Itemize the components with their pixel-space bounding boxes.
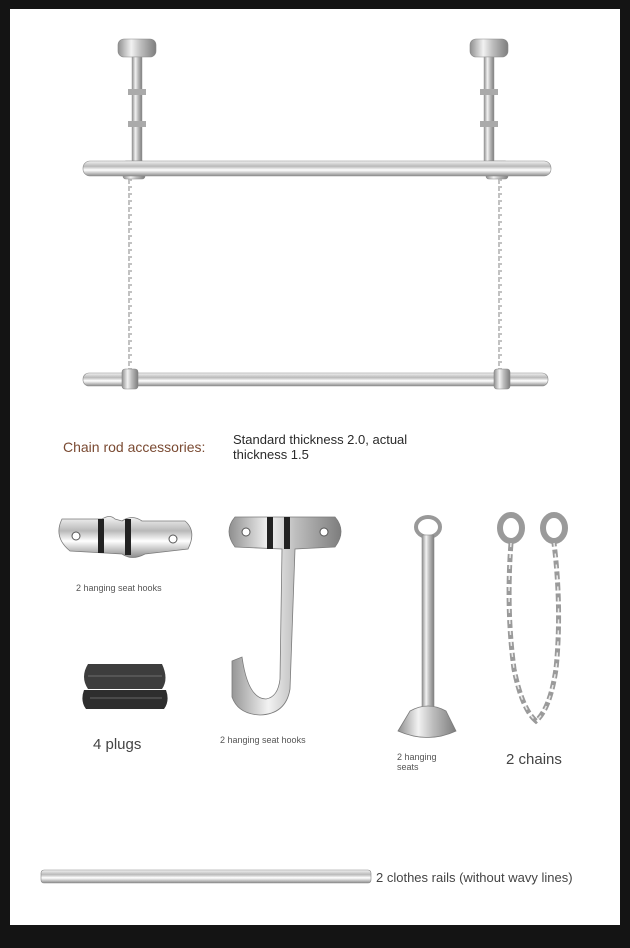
j-seat-hook-image [229, 517, 341, 715]
caption-clothes-rails: 2 clothes rails (without wavy lines) [376, 870, 573, 885]
hanging-seat-image [398, 517, 456, 738]
lower-rail [83, 373, 548, 386]
ceiling-mount-right [470, 39, 508, 179]
product-canvas [10, 9, 620, 925]
flat-seat-hook-image [59, 517, 192, 558]
rack-chain-left [129, 179, 131, 371]
spec-text: Standard thickness 2.0, actual thickness 1.5 [233, 432, 408, 462]
rack-chain-right [499, 179, 501, 371]
clothes-rail-image [41, 870, 371, 883]
ceiling-mount-left [118, 39, 156, 179]
assembled-rack [83, 39, 551, 389]
caption-flat-seat-hooks: 2 hanging seat hooks [76, 583, 162, 593]
chains-image [500, 515, 565, 721]
caption-plugs: 4 plugs [93, 736, 142, 753]
plug-image [82, 664, 167, 709]
caption-hanging-seats: 2 hanging seats [397, 752, 437, 772]
caption-chains: 2 chains [506, 751, 562, 768]
upper-rail [83, 161, 551, 176]
product-illustration [10, 9, 620, 925]
accessories-label: Chain rod accessories: [63, 439, 206, 455]
caption-j-seat-hooks: 2 hanging seat hooks [220, 735, 306, 745]
